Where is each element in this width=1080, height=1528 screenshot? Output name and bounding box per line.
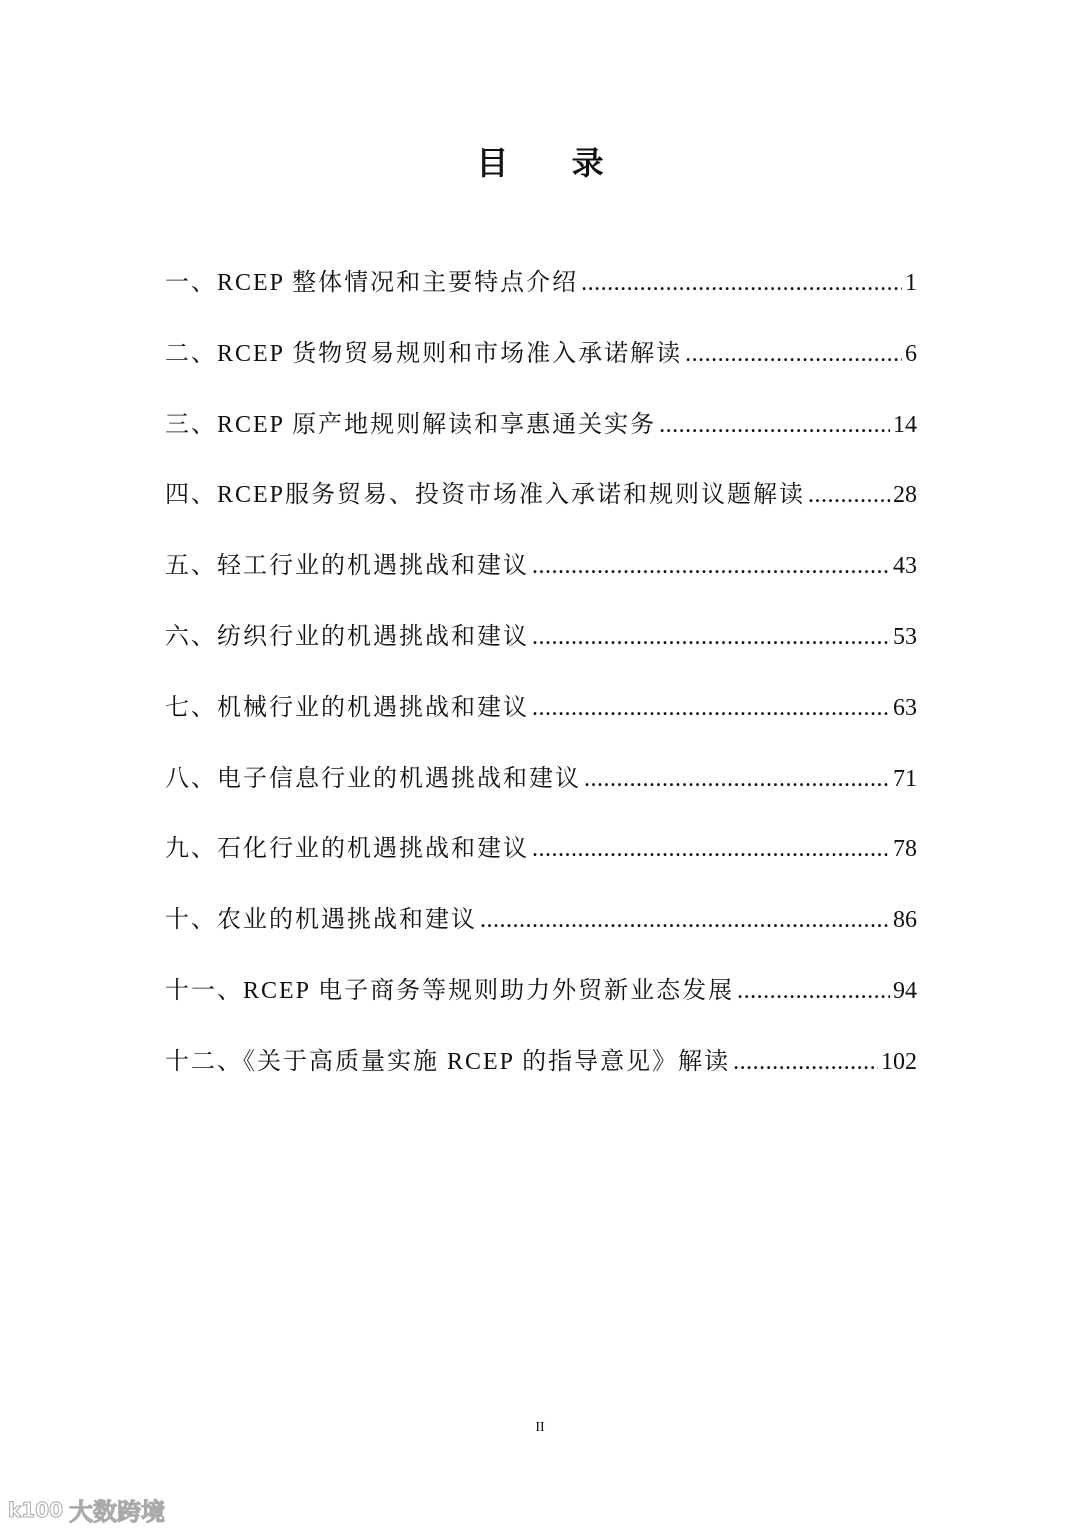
toc-title: 目 录 — [476, 144, 630, 182]
toc-entry-label: 七、机械行业的机遇挑战和建议 — [165, 694, 529, 721]
toc-entry-label: 四、RCEP服务贸易、投资市场准入承诺和规则议题解读 — [165, 482, 806, 509]
dot-leader — [581, 270, 902, 297]
dot-leader — [685, 341, 902, 368]
toc-entry-page: 63 — [893, 694, 917, 721]
toc-entry-page: 71 — [893, 765, 917, 792]
toc-entry-page: 53 — [893, 623, 917, 650]
toc-entry-label: 五、轻工行业的机遇挑战和建议 — [165, 553, 529, 580]
table-of-contents — [165, 262, 917, 1112]
toc-entry-label: 八、电子信息行业的机遇挑战和建议 — [165, 765, 581, 792]
watermark-logo-icon: k100 — [8, 1497, 64, 1522]
watermark-text: 大数跨境 — [69, 1498, 166, 1526]
toc-entry[interactable] — [165, 758, 917, 829]
toc-entry-label: 九、石化行业的机遇挑战和建议 — [165, 836, 529, 863]
toc-entry[interactable] — [165, 687, 917, 758]
dot-leader — [532, 695, 890, 722]
toc-entry[interactable] — [165, 545, 917, 616]
toc-entry[interactable] — [165, 970, 917, 1041]
toc-entry-page: 1 — [905, 270, 917, 296]
dot-leader — [532, 553, 890, 580]
dot-leader — [733, 1049, 878, 1076]
toc-entry[interactable] — [165, 899, 917, 970]
toc-entry-page: 14 — [893, 411, 917, 438]
toc-entry-page: 78 — [893, 836, 917, 863]
watermark — [8, 1492, 165, 1527]
dot-leader — [737, 978, 890, 1005]
toc-entry-page: 28 — [893, 482, 917, 509]
dot-leader — [659, 412, 890, 439]
toc-entry[interactable] — [165, 333, 917, 404]
toc-entry-label: 一、RCEP 整体情况和主要特点介绍 — [165, 270, 579, 296]
toc-entry[interactable] — [165, 474, 917, 545]
toc-entry-label: 十二、《关于高质量实施 RCEP 的指导意见》解读 — [165, 1048, 731, 1075]
toc-entry-page: 6 — [905, 340, 917, 367]
dot-leader — [584, 766, 890, 793]
toc-entry-page: 86 — [893, 907, 917, 934]
toc-entry[interactable] — [165, 616, 917, 687]
toc-entry-page: 43 — [893, 553, 917, 580]
toc-entry-label: 三、RCEP 原产地规则解读和享惠通关实务 — [165, 411, 657, 438]
toc-entry[interactable] — [165, 404, 917, 475]
toc-entry-label: 二、RCEP 货物贸易规则和市场准入承诺解读 — [165, 340, 683, 367]
dot-leader — [480, 907, 890, 934]
toc-entry[interactable] — [165, 262, 917, 333]
dot-leader — [532, 624, 890, 651]
page-number: II — [535, 1420, 545, 1435]
toc-entry[interactable] — [165, 828, 917, 899]
dot-leader — [808, 482, 890, 509]
toc-entry-page: 94 — [893, 977, 917, 1004]
toc-entry[interactable] — [165, 1041, 917, 1112]
toc-entry-label: 六、纺织行业的机遇挑战和建议 — [165, 623, 529, 650]
toc-entry-label: 十一、RCEP 电子商务等规则助力外贸新业态发展 — [165, 977, 735, 1004]
toc-entry-page: 102 — [881, 1048, 917, 1075]
toc-entry-label: 十、农业的机遇挑战和建议 — [165, 907, 477, 934]
dot-leader — [532, 836, 890, 863]
